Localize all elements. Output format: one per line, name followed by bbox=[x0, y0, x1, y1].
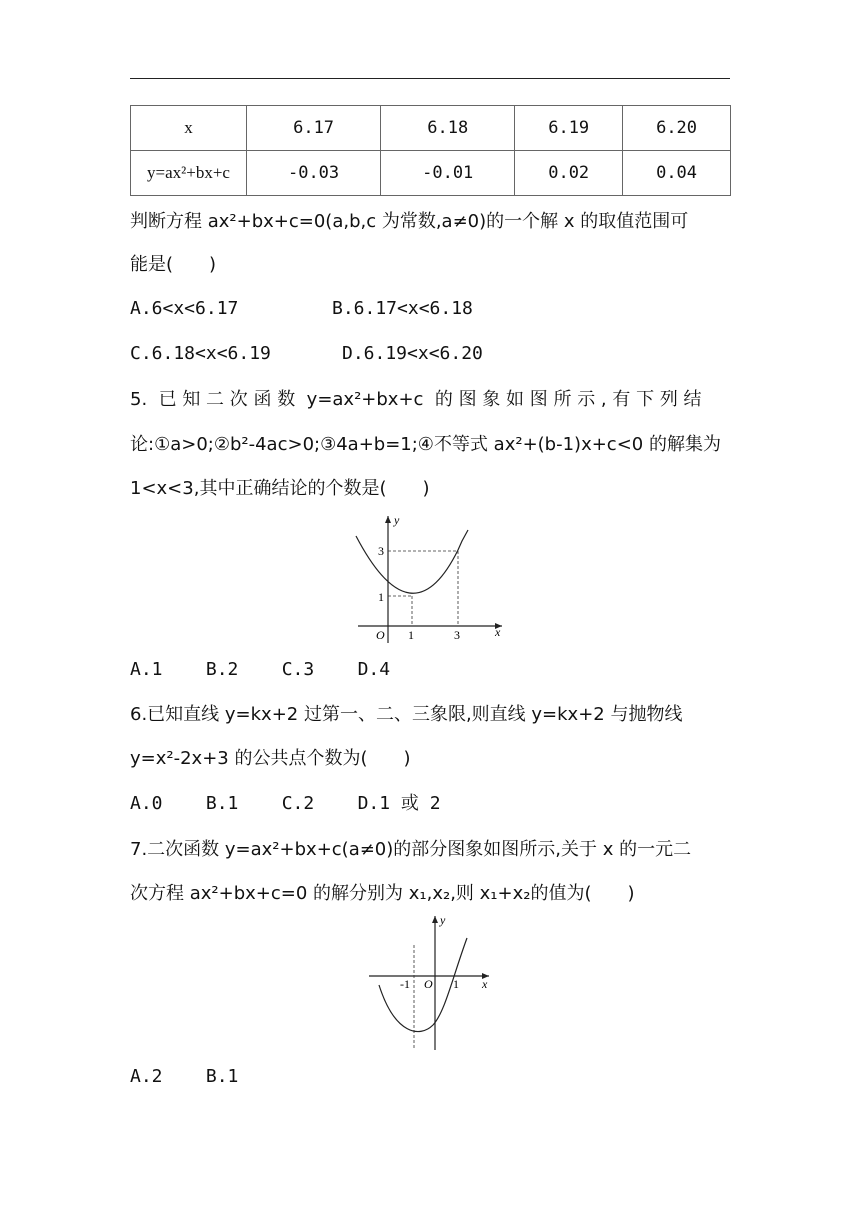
x-tick-label: -1 bbox=[400, 977, 410, 991]
q7-text-line-2: 次方程 ax²+bx+c=0 的解分别为 x₁,x₂,则 x₁+x₂的值为( ) bbox=[130, 883, 635, 904]
x-tick-label: 1 bbox=[453, 977, 459, 991]
x-tick-label: 1 bbox=[408, 628, 414, 642]
q6-text-line-2: y=x²-2x+3 的公共点个数为( ) bbox=[130, 748, 411, 769]
q5-text-line-1: 5. 已 知 二 次 函 数 y=ax²+bx+c 的 图 象 如 图 所 示 , 有 下 列 结 bbox=[130, 389, 702, 410]
x-axis-label: x bbox=[495, 625, 501, 639]
q4-option-c: C.6.18<x<6.19 bbox=[130, 343, 271, 364]
y-axis-arrow-icon bbox=[385, 516, 391, 523]
x-axis-label: x bbox=[482, 977, 488, 991]
y-axis-arrow-icon bbox=[432, 916, 438, 923]
q7-options: A.2 B.1 bbox=[130, 1066, 239, 1087]
header-rule bbox=[130, 78, 730, 79]
table-row-x bbox=[131, 106, 731, 151]
q5-text-line-3: 1<x<3,其中正确结论的个数是( ) bbox=[130, 478, 430, 499]
table-cell: 0.02 bbox=[515, 151, 623, 196]
table-cell-y-label: y=ax²+bx+c bbox=[131, 151, 247, 196]
value-table bbox=[130, 105, 731, 196]
q4-option-d: D.6.19<x<6.20 bbox=[342, 343, 483, 364]
table-row-y bbox=[131, 151, 731, 196]
y-axis-label: y bbox=[440, 913, 446, 927]
table-cell: -0.03 bbox=[247, 151, 381, 196]
q7-parabola-graph bbox=[365, 910, 495, 1052]
q6-options: A.0 B.1 C.2 D.1 或 2 bbox=[130, 793, 441, 814]
q4-text-line-2: 能是( ) bbox=[130, 254, 217, 275]
y-axis-label: y bbox=[394, 513, 400, 527]
table-cell: -0.01 bbox=[381, 151, 515, 196]
q4-text-line-1: 判断方程 ax²+bx+c=0(a,b,c 为常数,a≠0)的一个解 x 的取值范围可 bbox=[130, 211, 689, 232]
origin-label: O bbox=[376, 628, 385, 642]
q5-parabola-graph bbox=[340, 508, 515, 643]
q6-text-line-1: 6.已知直线 y=kx+2 过第一、二、三象限,则直线 y=kx+2 与抛物线 bbox=[130, 704, 683, 725]
y-tick-label: 1 bbox=[378, 590, 384, 604]
table-cell: 0.04 bbox=[623, 151, 731, 196]
table-cell: 6.18 bbox=[381, 106, 515, 151]
x-tick-label: 3 bbox=[454, 628, 460, 642]
q4-option-a: A.6<x<6.17 bbox=[130, 298, 239, 319]
q5-text-line-2: 论:①a>0;②b²-4ac>0;③4a+b=1;④不等式 ax²+(b-1)x+c<0 的解集为 bbox=[130, 434, 721, 455]
q5-options: A.1 B.2 C.3 D.4 bbox=[130, 659, 391, 680]
parabola-curve bbox=[356, 530, 468, 593]
table-cell: 6.20 bbox=[623, 106, 731, 151]
table-cell: 6.19 bbox=[515, 106, 623, 151]
table-cell: 6.17 bbox=[247, 106, 381, 151]
table-cell-x-label: x bbox=[131, 106, 247, 151]
origin-label: O bbox=[424, 977, 433, 991]
q7-text-line-1: 7.二次函数 y=ax²+bx+c(a≠0)的部分图象如图所示,关于 x 的一元二 bbox=[130, 839, 692, 860]
q4-option-b: B.6.17<x<6.18 bbox=[332, 298, 473, 319]
y-tick-label: 3 bbox=[378, 544, 384, 558]
